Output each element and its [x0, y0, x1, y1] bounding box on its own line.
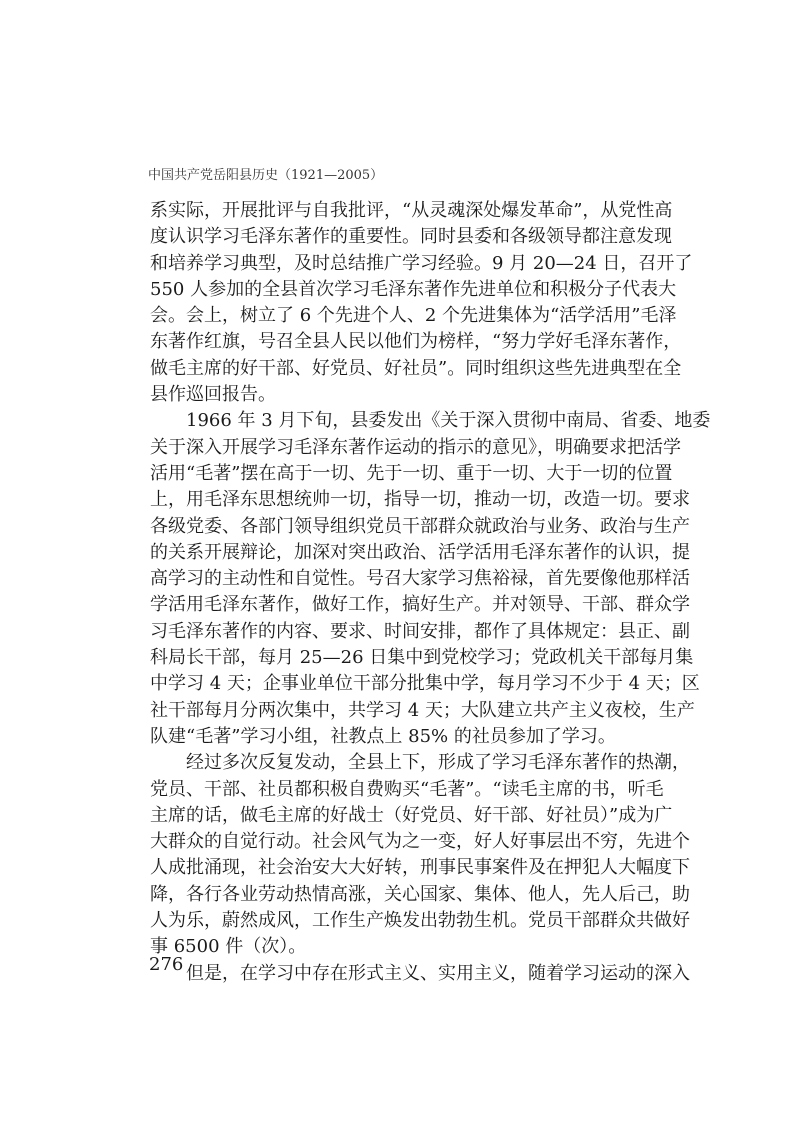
text-line: 各级党委、各部门领导组织党员干部群众就政治与业务、政治与生产 — [150, 515, 690, 537]
text-line: 经过多次反复发动，全县上下，形成了学习毛泽东著作的热潮， — [186, 752, 690, 774]
text-line: 人成批涌现，社会治安大大好转，刑事民事案件及在押犯人大幅度下 — [150, 857, 690, 879]
text-line: 1966 年 3 月下旬，县委发出《关于深入贯彻中南局、省委、地委 — [186, 410, 711, 432]
text-line: 和培养学习典型，及时总结推广学习经验。9 月 20—24 日，召开了 — [150, 252, 693, 274]
text-line: 降，各行各业劳动热情高涨，关心国家、集体、他人，先人后己，助 — [150, 883, 690, 905]
text-line: 社干部每月分两次集中，共学习 4 天；大队建立共产主义夜校，生产 — [150, 699, 695, 721]
text-line: 关于深入开展学习毛泽东著作运动的指示的意见》，明确要求把活学 — [150, 436, 681, 458]
paragraph — [150, 408, 711, 750]
text-line: 系实际，开展批评与自我批评，“从灵魂深处爆发革命”，从党性高 — [150, 200, 673, 221]
text-line: 事 6500 件（次）。 — [150, 936, 307, 958]
text-line: 东著作红旗，号召全县人民以他们为榜样，“努力学好毛泽东著作， — [150, 331, 682, 353]
text-line: 科局长干部，每月 25—26 日集中到党校学习；党政机关干部每月集 — [150, 647, 694, 669]
text-line: 队建“毛著”学习小组，社教点上 85% 的社员参加了学习。 — [150, 725, 616, 747]
text-line: 县作巡回报告。 — [150, 384, 276, 406]
body-text — [150, 198, 711, 987]
paragraph — [150, 750, 690, 960]
paragraph — [150, 961, 690, 987]
text-line: 550 人参加的全县首次学习毛泽东著作先进单位和积极分子代表大 — [150, 278, 677, 300]
text-line: 习毛泽东著作的内容、要求、时间安排，都作了具体规定：县正、副 — [150, 620, 690, 642]
text-line: 的关系开展辩论，加深对突出政治、活学活用毛泽东著作的认识，提 — [150, 541, 690, 563]
text-line: 主席的话，做毛主席的好战士（好党员、好干部、好社员）”成为广 — [150, 804, 673, 826]
text-line: 党员、干部、社员都积极自费购买“毛著”。“读毛主席的书，听毛 — [150, 778, 664, 800]
text-line: 但是，在学习中存在形式主义、实用主义，随着学习运动的深入 — [186, 962, 690, 984]
page-number: 276 — [149, 954, 184, 975]
text-line: 上，用毛泽东思想统帅一切，指导一切，推动一切，改造一切。要求 — [150, 489, 690, 511]
text-line: 活用“毛著”摆在高于一切、先于一切、重于一切、大于一切的位置 — [150, 462, 673, 484]
paragraph — [150, 198, 693, 408]
text-line: 做毛主席的好干部、好党员、好社员”。同时组织这些先进典型在全 — [150, 357, 682, 379]
text-line: 人为乐，蔚然成风，工作生产焕发出勃勃生机。党员干部群众共做好 — [150, 910, 690, 932]
running-header: 中国共产党岳阳县历史（1921—2005） — [148, 168, 384, 183]
text-line: 大群众的自觉行动。社会风气为之一变，好人好事层出不穷，先进个 — [150, 831, 690, 853]
text-line: 高学习的主动性和自觉性。号召大家学习焦裕禄，首先要像他那样活 — [150, 568, 690, 590]
text-line: 度认识学习毛泽东著作的重要性。同时县委和各级领导都注意发现 — [150, 226, 672, 248]
text-line: 中学习 4 天；企事业单位干部分批集中学，每月学习不少于 4 天；区 — [150, 673, 700, 695]
text-line: 会。会上，树立了 6 个先进个人、2 个先进集体为“活学活用”毛泽 — [150, 305, 677, 327]
text-line: 学活用毛泽东著作，做好工作，搞好生产。并对领导、干部、群众学 — [150, 594, 690, 616]
